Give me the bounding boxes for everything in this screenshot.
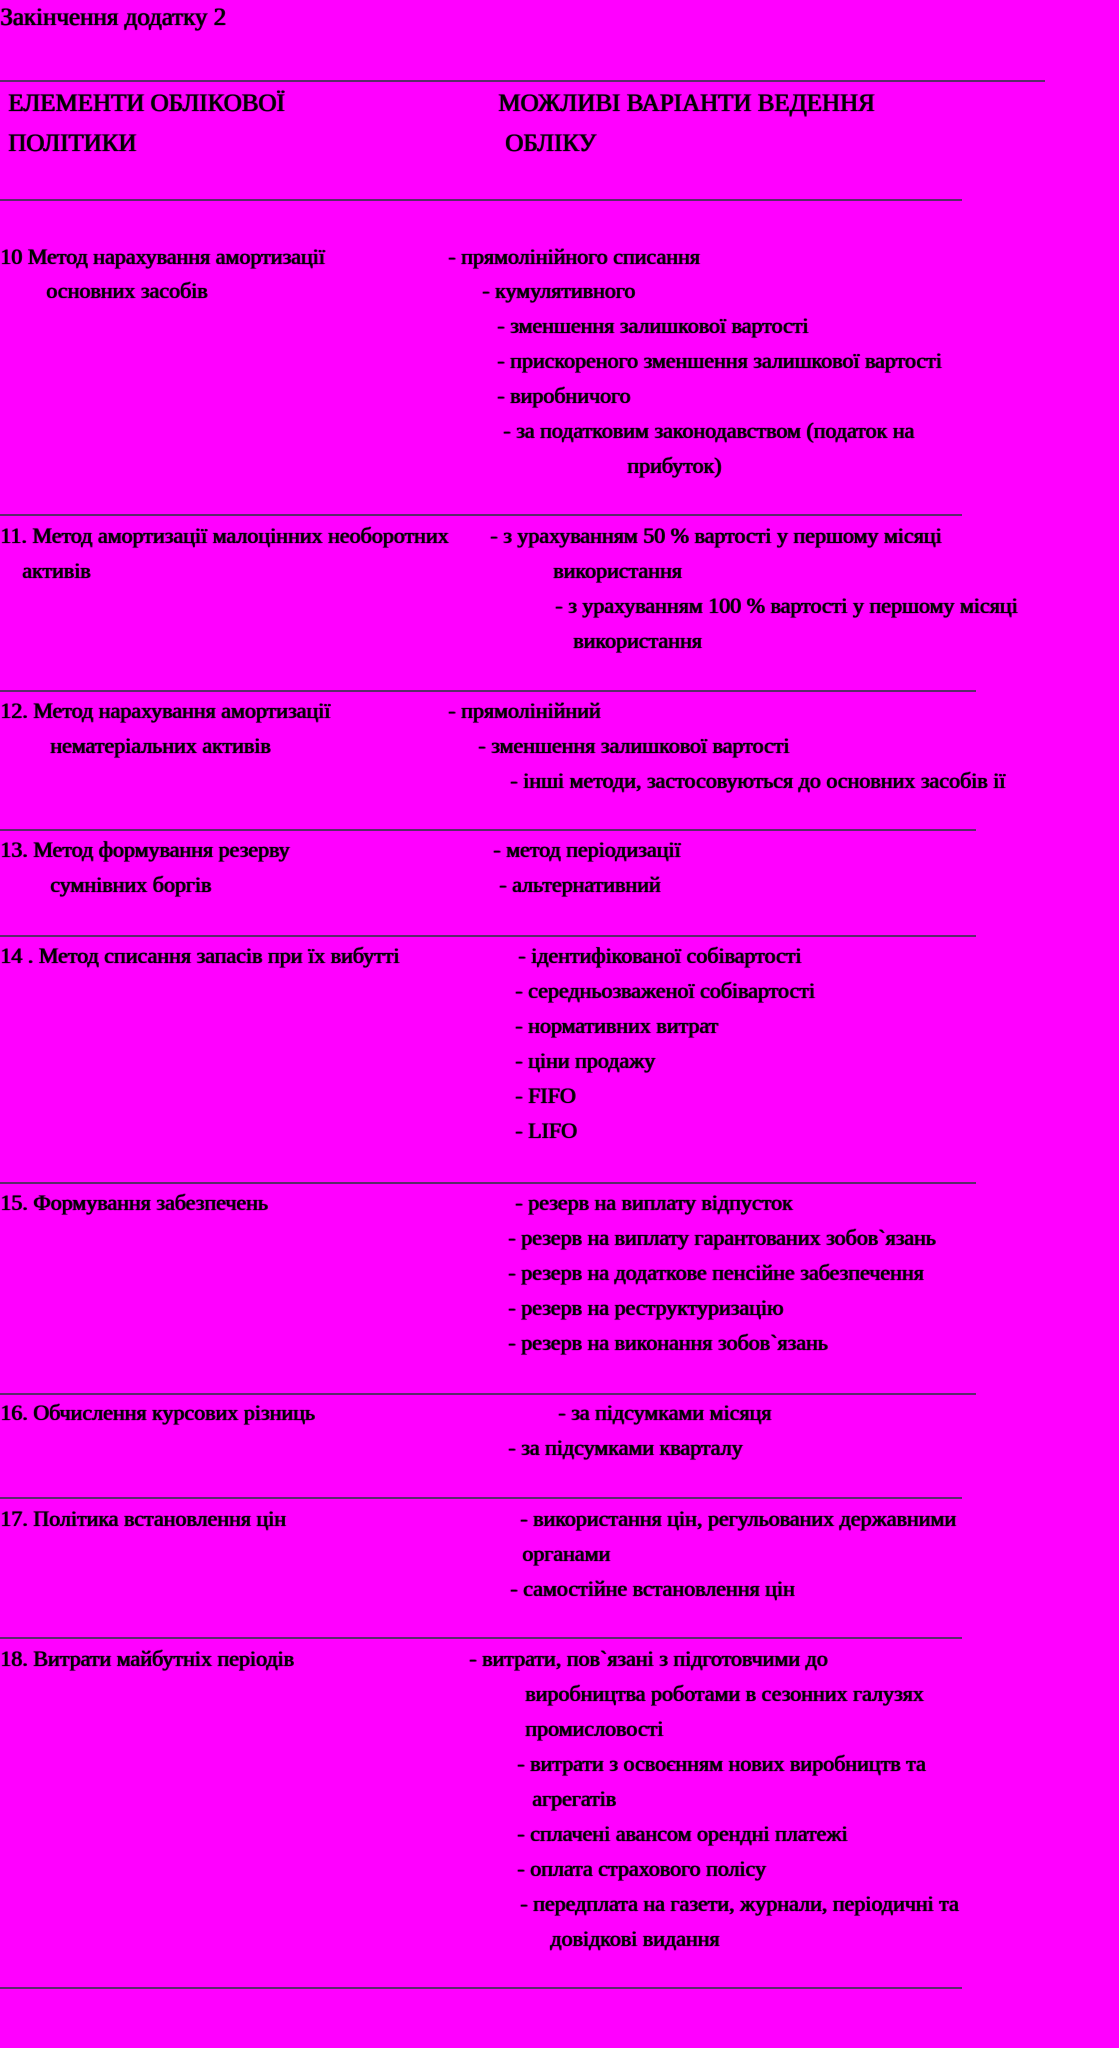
row-17-option: - використання цін, регульованих державними [520, 1506, 956, 1531]
header-bottom-rule [0, 199, 962, 201]
row-11-option: використання [573, 628, 702, 653]
row-divider [0, 1497, 962, 1499]
row-17-option: - самостійне встановлення цін [510, 1576, 795, 1601]
row-10-element-line-1: 10 Метод нарахування амортизації [0, 244, 325, 269]
row-14-option: - FIFO [515, 1083, 576, 1108]
row-18-option: - витрати з освоєнням нових виробництв та [517, 1751, 926, 1776]
row-11-element-line-1: 11. Метод амортизації малоцінних необоротних [0, 523, 449, 548]
row-15-option: - резерв на виплату відпусток [515, 1190, 793, 1215]
row-17-option: органами [522, 1541, 611, 1566]
row-18-option: агрегатів [532, 1786, 616, 1811]
row-divider [0, 935, 976, 937]
row-14-option: - LIFO [515, 1118, 577, 1143]
row-16-option: - за підсумками кварталу [508, 1435, 743, 1460]
row-divider [0, 829, 976, 831]
row-10-option: - виробничого [497, 383, 631, 408]
row-divider [0, 1637, 962, 1639]
row-13-element-line-2: сумнівних боргів [50, 872, 212, 897]
row-10-option: - за податковим законодавством (податок на [503, 418, 914, 443]
row-12-element-line-1: 12. Метод нарахування амортизації [0, 698, 331, 723]
row-10-element-line-2: основних засобів [46, 278, 208, 303]
row-divider [0, 1182, 976, 1184]
row-14-option: - нормативних витрат [515, 1013, 718, 1038]
row-12-option: - інші методи, застосовуються до основних засобів ії [510, 768, 1006, 793]
row-11-element-line-2: активів [22, 558, 91, 583]
row-18-option: - передплата на газети, журнали, періодичні та [520, 1891, 959, 1916]
row-18-option: - сплачені авансом орендні платежі [517, 1821, 848, 1846]
row-14-option: - ціни продажу [515, 1048, 656, 1073]
row-divider [0, 1987, 962, 1989]
row-17-element-line-1: 17. Політика встановлення цін [0, 1506, 286, 1531]
row-10-option: - зменшення залишкової вартості [497, 313, 809, 338]
row-18-option: - витрати, пов`язані з підготовчими до [469, 1646, 828, 1671]
row-18-option: - оплата страхового полісу [517, 1856, 766, 1881]
row-15-option: - резерв на додаткове пенсійне забезпечення [508, 1260, 924, 1285]
row-15-element-line-1: 15. Формування забезпечень [0, 1190, 268, 1215]
header-right-line-2: ОБЛІКУ [505, 130, 596, 157]
row-divider [0, 1393, 976, 1395]
page-title: Закінчення додатку 2 [0, 4, 226, 31]
header-right-line-1: МОЖЛИВІ ВАРІАНТИ ВЕДЕННЯ [498, 90, 875, 117]
row-18-option: виробництва роботами в сезонних галузях [525, 1681, 924, 1706]
row-11-option: використання [553, 558, 682, 583]
row-18-option: довідкові видання [550, 1926, 720, 1951]
row-14-option: - середньозваженої собівартості [515, 978, 815, 1003]
row-15-option: - резерв на виплату гарантованих зобов`язань [508, 1225, 936, 1250]
row-18-option: промисловості [525, 1716, 664, 1741]
row-10-option: - прискореного зменшення залишкової вартості [497, 348, 942, 373]
row-divider [0, 690, 976, 692]
row-15-option: - резерв на виконання зобов`язань [508, 1330, 828, 1355]
header-left-line-1: ЕЛЕМЕНТИ ОБЛІКОВОЇ [8, 90, 285, 117]
row-divider [0, 514, 962, 516]
row-10-option: - кумулятивного [482, 278, 635, 303]
row-16-option: - за підсумками місяця [558, 1400, 772, 1425]
header-top-rule [0, 80, 1045, 82]
row-18-element-line-1: 18. Витрати майбутніх періодів [0, 1646, 294, 1671]
row-14-element-line-1: 14 . Метод списання запасів при їх вибутті [0, 943, 400, 968]
row-16-element-line-1: 16. Обчислення курсових різниць [0, 1400, 315, 1425]
row-10-option: - прямолінійного списання [448, 244, 700, 269]
row-13-option: - метод періодизації [493, 837, 681, 862]
row-10-option: прибуток) [627, 453, 722, 478]
row-11-option: - з урахуванням 100 % вартості у першому місяці [555, 593, 1018, 618]
header-left-line-2: ПОЛІТИКИ [8, 130, 137, 157]
row-12-option: - прямолінійний [448, 698, 601, 723]
row-13-option: - альтернативний [499, 872, 661, 897]
row-14-option: - ідентифікованої собівартості [518, 943, 802, 968]
row-11-option: - з урахуванням 50 % вартості у першому місяці [490, 523, 942, 548]
row-15-option: - резерв на реструктуризацію [508, 1295, 784, 1320]
row-13-element-line-1: 13. Метод формування резерву [0, 837, 290, 862]
row-12-element-line-2: нематеріальних активів [50, 733, 271, 758]
row-12-option: - зменшення залишкової вартості [478, 733, 790, 758]
